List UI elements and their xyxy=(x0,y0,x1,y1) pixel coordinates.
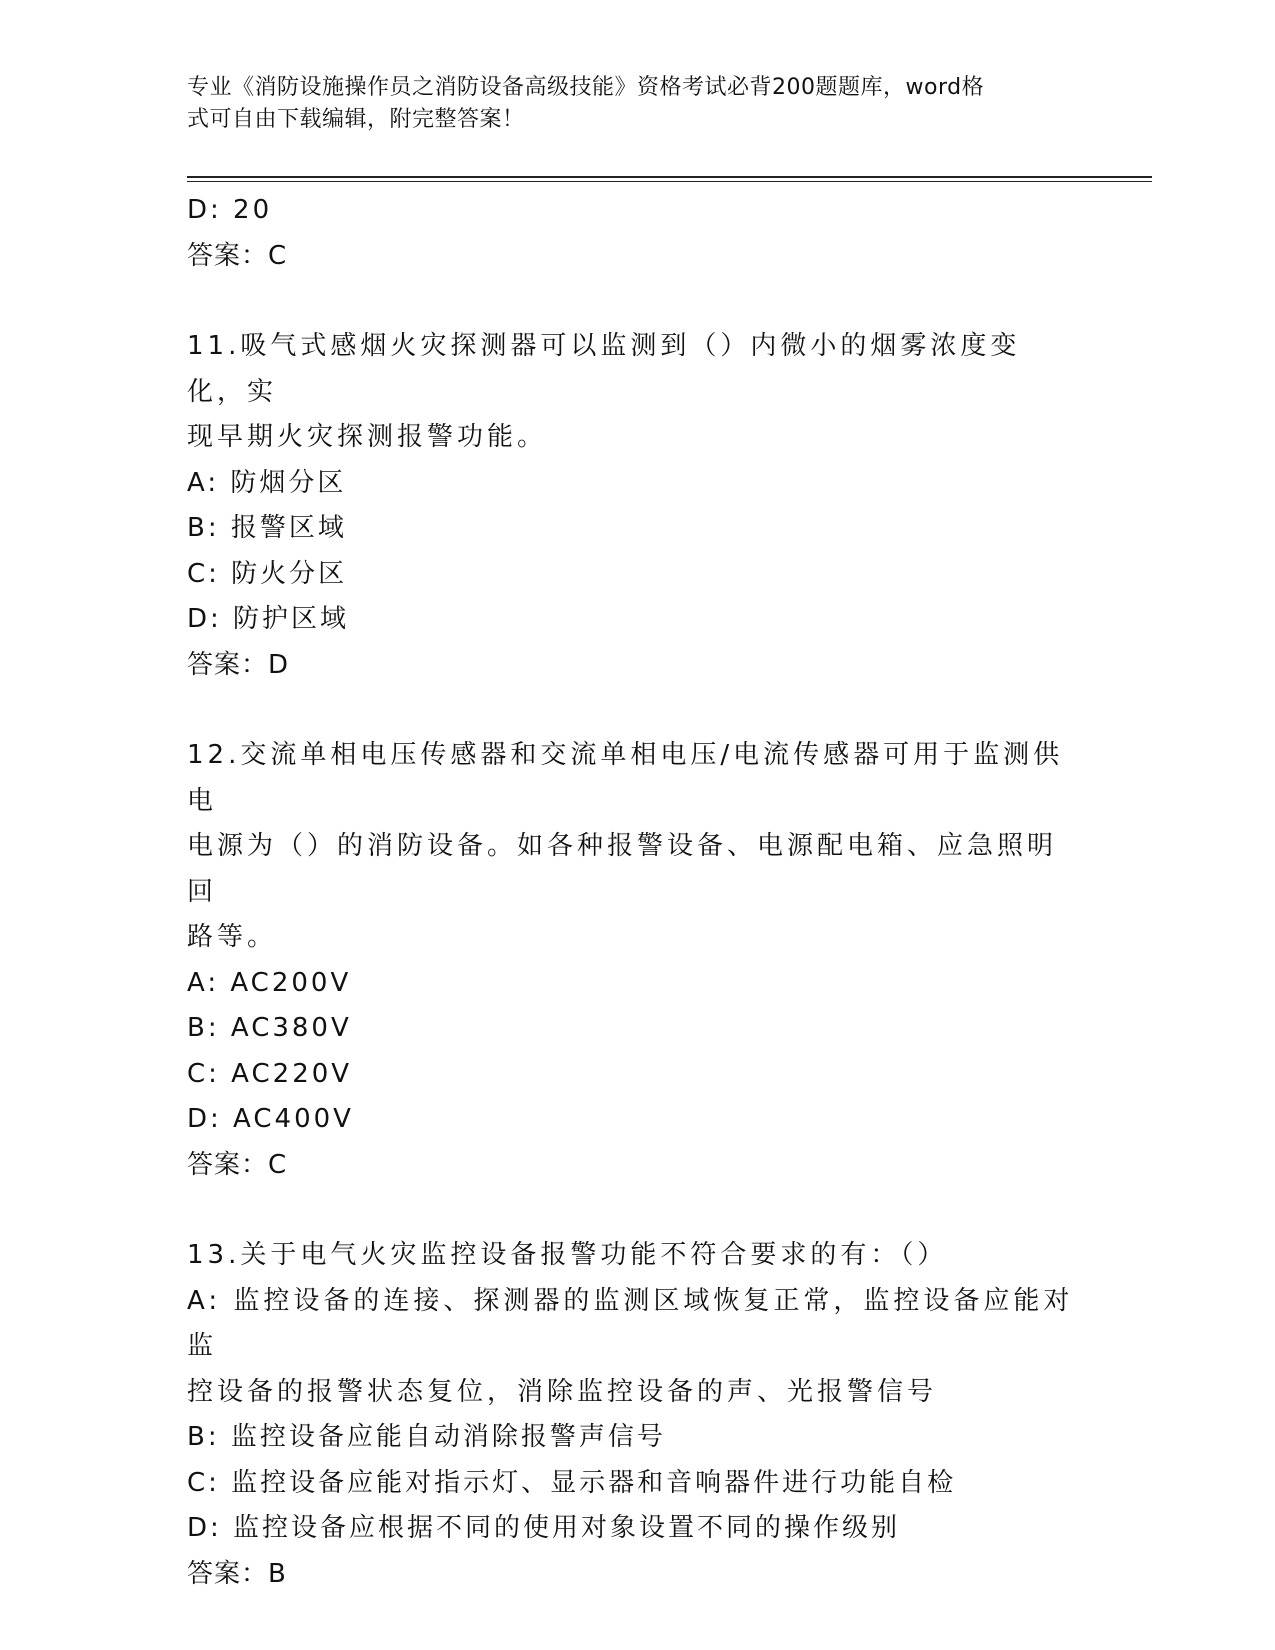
question-text-line: 路等。 xyxy=(187,922,278,952)
option-d: D: 监控设备应根据不同的使用对象设置不同的操作级别 xyxy=(187,1513,901,1543)
header-rule-thick xyxy=(187,176,1152,178)
option-a-line: A: 监控设备的连接、探测器的监测区域恢复正常，监控设备应能对监 xyxy=(187,1285,1074,1361)
header-line-2: 式可自由下载编辑，附完整答案！ xyxy=(187,107,525,132)
document-header xyxy=(187,72,1067,136)
question-text: 13.关于电气火灾监控设备报警功能不符合要求的有：（） xyxy=(187,1240,948,1270)
question-text xyxy=(187,324,1077,461)
question-text-line: 12.交流单相电压传感器和交流单相电压/电流传感器可用于监测供电 xyxy=(187,740,1064,816)
answer: 答案：C xyxy=(187,1149,288,1180)
question-11 xyxy=(187,324,1087,688)
option-b: B: 报警区域 xyxy=(187,513,347,543)
option-d: D: AC400V xyxy=(187,1104,354,1134)
question-text xyxy=(187,733,1077,961)
option-d: D: 防护区域 xyxy=(187,604,350,634)
question-text-line: 电源为（）的消防设备。如各种报警设备、电源配电箱、应急照明回 xyxy=(187,831,1058,907)
option-c: C: 监控设备应能对指示灯、显示器和音响器件进行功能自检 xyxy=(187,1467,957,1498)
question-text-line: 现早期火灾探测报警功能。 xyxy=(187,422,548,452)
answer: 答案：D xyxy=(187,649,290,680)
header-line-1: 专业《消防设施操作员之消防设备高级技能》资格考试必背200题题库，word格 xyxy=(187,75,985,100)
question-list xyxy=(187,188,1087,1597)
option-a xyxy=(187,1279,1077,1416)
option-c: C: 防火分区 xyxy=(187,558,348,589)
answer: 答案：B xyxy=(187,1558,287,1589)
option-a: A: 防烟分区 xyxy=(187,467,347,498)
option-a: A: AC200V xyxy=(187,967,352,998)
option-a-line: 控设备的报警状态复位，消除监控设备的声、光报警信号 xyxy=(187,1376,938,1407)
question-12 xyxy=(187,733,1087,1188)
option-c: C: AC220V xyxy=(187,1058,353,1089)
answer: 答案：C xyxy=(187,240,288,271)
question-13 xyxy=(187,1233,1087,1597)
previous-question-tail xyxy=(187,188,1087,279)
option-d: D: 20 xyxy=(187,195,273,225)
header-rule-thin xyxy=(187,181,1152,182)
option-b: B: 监控设备应能自动消除报警声信号 xyxy=(187,1422,666,1452)
option-b: B: AC380V xyxy=(187,1013,352,1043)
question-text-line: 11.吸气式感烟火灾探测器可以监测到（）内微小的烟雾浓度变化，实 xyxy=(187,331,1021,407)
